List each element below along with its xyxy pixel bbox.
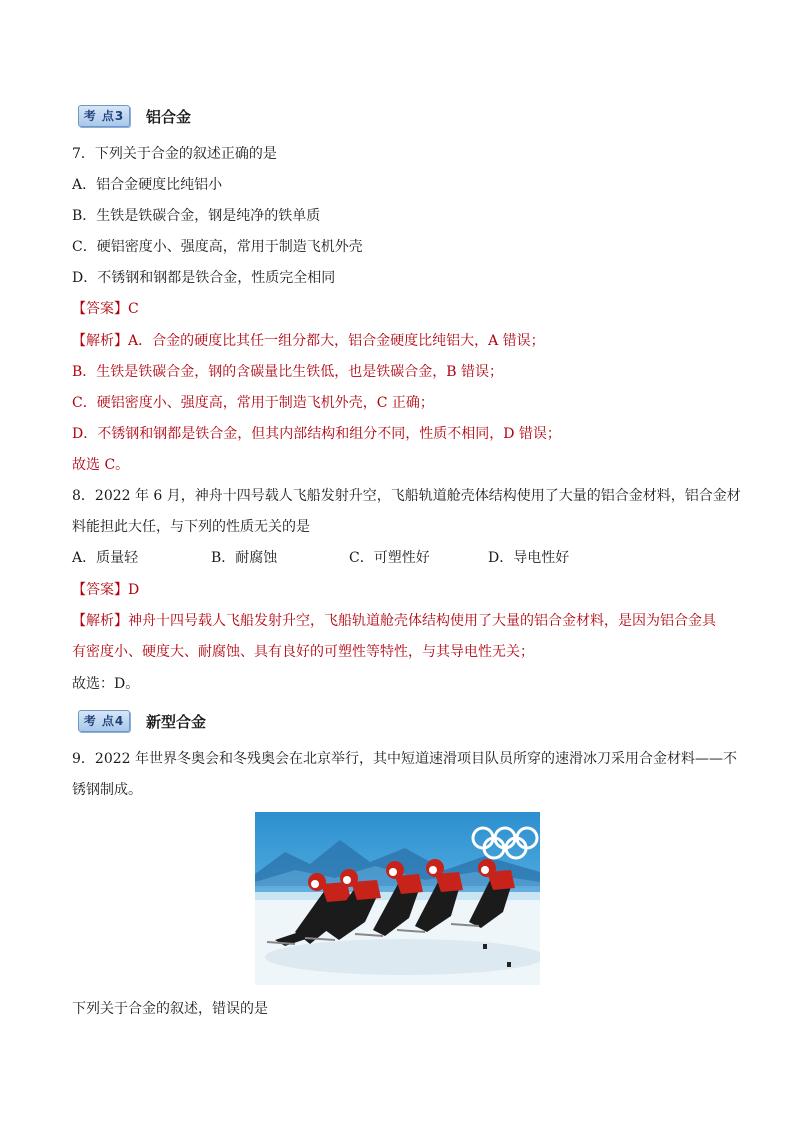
option-b: B．耐腐蚀 <box>211 550 278 566</box>
option-c: C．硬铝密度小、强度高，常用于制造飞机外壳 <box>72 239 363 255</box>
section-title: 铝合金 <box>146 107 192 126</box>
analysis-text: 神舟十四号载人飞船发射升空，飞船轨道舱壳体结构使用了大量的铝合金材料，是因为铝合金具 <box>128 613 716 629</box>
section-title: 新型合金 <box>146 712 207 731</box>
question-stem: 8．2022 年 6 月，神舟十四号载人飞船发射升空，飞船轨道舱壳体结构使用了大量的铝合金材料，铝合金材 <box>72 488 741 504</box>
speed-skating-illustration <box>255 812 540 985</box>
section-badge: 考 点3 <box>78 105 130 127</box>
answer-label: 【答案】 <box>72 301 128 317</box>
analysis-line: B．生铁是铁碳合金，钢的含碳量比生铁低，也是铁碳合金，B 错误； <box>72 364 504 380</box>
speed-skating-photo <box>255 812 540 985</box>
question-stem: 料能担此大任，与下列的性质无关的是 <box>72 519 310 535</box>
question-stem: 9．2022 年世界冬奥会和冬残奥会在北京举行，其中短道速滑项目队员所穿的速滑冰刀采用合金材料——不 <box>72 751 737 767</box>
section-header-3 <box>78 104 191 128</box>
analysis-line <box>72 331 545 351</box>
option-b: B．生铁是铁碳合金，钢是纯净的铁单质 <box>72 208 321 224</box>
analysis-line <box>72 611 716 631</box>
analysis-label: 【解析】 <box>72 613 128 629</box>
analysis-line: D．不锈钢和钢都是铁合金，但其内部结构和组分不同，性质不相同，D 错误； <box>72 426 561 442</box>
answer-value: C <box>128 301 139 317</box>
analysis-line: C．硬铝密度小、强度高，常用于制造飞机外壳，C 正确； <box>72 395 434 411</box>
question-stem: 锈钢制成。 <box>72 782 142 798</box>
section-header-4 <box>78 709 206 733</box>
option-c: C．可塑性好 <box>349 550 430 566</box>
option-d: D．导电性好 <box>488 550 570 566</box>
conclusion: 故选：D。 <box>72 676 140 692</box>
option-d: D．不锈钢和钢都是铁合金，性质完全相同 <box>72 270 336 286</box>
answer-line <box>72 580 139 600</box>
option-a: A．质量轻 <box>72 550 139 566</box>
answer-value: D <box>128 582 140 598</box>
analysis-line: 有密度小、硬度大、耐腐蚀、具有良好的可塑性等特性，与其导电性无关； <box>72 644 534 660</box>
option-a: A．铝合金硬度比纯铝小 <box>72 177 223 193</box>
answer-line <box>72 299 139 319</box>
analysis-text: A．合金的硬度比其任一组分都大，铝合金硬度比纯铝大，A 错误； <box>128 333 545 349</box>
question-stem: 7．下列关于合金的叙述正确的是 <box>72 146 277 162</box>
answer-label: 【答案】 <box>72 582 128 598</box>
section-badge: 考 点4 <box>78 710 130 732</box>
analysis-label: 【解析】 <box>72 333 128 349</box>
question-followup: 下列关于合金的叙述，错误的是 <box>72 1001 268 1017</box>
conclusion: 故选 C。 <box>72 457 130 473</box>
